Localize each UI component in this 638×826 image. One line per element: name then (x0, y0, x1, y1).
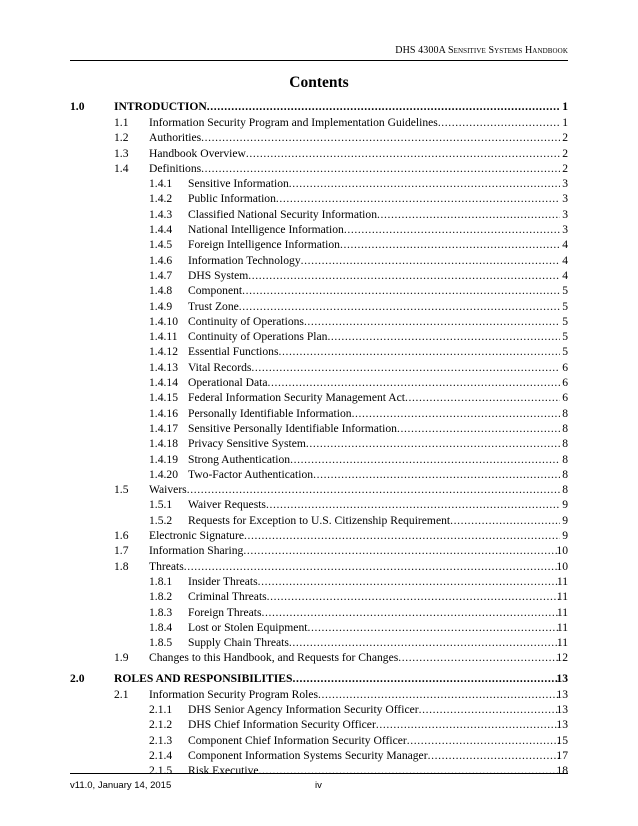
toc-entry-leader (188, 513, 560, 528)
toc-entry[interactable] (0, 620, 638, 635)
dot-leader (344, 222, 560, 237)
toc-entry-leader (114, 99, 560, 114)
toc-entry-page[interactable]: 9 (562, 498, 568, 512)
toc-entry-page[interactable]: 8 (562, 452, 568, 466)
toc-entry-number: 1.8 (114, 559, 129, 573)
toc-entry-page[interactable]: 2 (562, 161, 568, 175)
toc-entry[interactable] (0, 497, 638, 512)
toc-entry-title[interactable]: Electronic Signature (149, 529, 244, 543)
toc-entry-title[interactable]: Handbook Overview (149, 146, 246, 160)
toc-entry-number: 1.5.1 (149, 498, 173, 512)
toc-entry-title[interactable]: Threats (149, 559, 184, 573)
table-of-contents (0, 99, 638, 778)
toc-entry-page[interactable]: 13 (556, 718, 568, 732)
toc-entry-page[interactable]: 8 (562, 421, 568, 435)
toc-entry-title[interactable]: Supply Chain Threats (188, 636, 289, 650)
toc-entry[interactable] (0, 329, 638, 344)
toc-entry-title[interactable]: Information Security Program and Implementation Guidelines (149, 116, 438, 129)
toc-entry[interactable] (0, 191, 638, 206)
dot-leader (242, 283, 560, 298)
dot-leader (398, 650, 560, 665)
toc-entry-number: 1.4.12 (149, 345, 178, 359)
dot-leader (304, 314, 560, 329)
toc-entry-page[interactable]: 5 (562, 314, 568, 328)
toc-entry-leader (188, 375, 560, 390)
toc-entry[interactable] (0, 452, 638, 467)
toc-entry-number: 1.8.2 (149, 590, 173, 604)
toc-entry-page[interactable]: 8 (562, 437, 568, 451)
toc-entry-number: 2.1 (114, 687, 129, 701)
toc-entry[interactable] (0, 268, 638, 283)
toc-entry-number: 1.8.4 (149, 620, 173, 634)
toc-entry-title[interactable]: Sensitive Personally Identifiable Information (188, 421, 397, 435)
toc-entry-number: 1.6 (114, 529, 129, 543)
toc-entry-title[interactable]: Operational Data (188, 376, 268, 390)
toc-entry-leader (188, 605, 560, 620)
toc-entry-title[interactable]: Continuity of Operations (188, 314, 304, 328)
toc-entry-leader (188, 748, 560, 763)
toc-entry-title[interactable]: Component (188, 284, 243, 298)
toc-entry-number: 1.4.19 (149, 452, 178, 466)
footer-version: v11.0, January 14, 2015 (70, 780, 172, 791)
toc-entry-leader (188, 299, 560, 314)
toc-entry-leader (188, 717, 560, 732)
toc-entry-title[interactable]: Requests for Exception to U.S. Citizenship Requirement (188, 513, 451, 527)
toc-entry-page[interactable]: 2 (562, 146, 568, 160)
toc-entry-leader (149, 130, 560, 145)
dot-leader (318, 687, 560, 702)
toc-entry-leader (149, 543, 560, 558)
dot-leader (377, 207, 560, 222)
toc-entry[interactable] (0, 589, 638, 604)
toc-entry[interactable] (0, 671, 638, 687)
toc-entry-page[interactable]: 8 (562, 483, 568, 497)
toc-entry-page[interactable]: 6 (562, 391, 568, 405)
dot-leader (289, 176, 560, 191)
toc-entry-number: 1.4.4 (149, 223, 173, 237)
toc-entry-title[interactable]: Classified National Security Information (188, 207, 377, 221)
toc-entry[interactable] (0, 635, 638, 650)
toc-entry[interactable] (0, 748, 638, 763)
toc-entry[interactable] (0, 299, 638, 314)
toc-entry-title[interactable]: National Intelligence Information (188, 223, 344, 237)
toc-entry-leader (114, 671, 560, 686)
toc-entry[interactable] (0, 717, 638, 732)
toc-entry[interactable] (0, 99, 638, 115)
toc-entry-page[interactable]: 4 (562, 238, 568, 252)
dot-leader (301, 253, 560, 268)
toc-entry-page[interactable]: 10 (556, 544, 568, 558)
toc-entry[interactable] (0, 482, 638, 497)
dot-leader (258, 574, 560, 589)
toc-entry-leader (188, 176, 560, 191)
toc-entry-title[interactable]: Information Sharing (149, 544, 244, 558)
dot-leader (276, 191, 560, 206)
toc-entry-page[interactable]: 3 (562, 207, 568, 221)
dot-leader (307, 620, 560, 635)
toc-entry-leader (149, 687, 560, 702)
toc-entry-number: 1.9 (114, 651, 129, 665)
toc-entry-leader (188, 253, 560, 268)
toc-entry-page[interactable]: 11 (556, 574, 568, 588)
dot-leader (207, 99, 560, 114)
dot-leader (290, 452, 560, 467)
toc-entry-page[interactable]: 11 (556, 590, 568, 604)
dot-leader (327, 329, 560, 344)
toc-entry-leader (149, 115, 560, 130)
dot-leader (201, 130, 560, 145)
toc-entry-number: 1.4.18 (149, 437, 178, 451)
toc-entry[interactable] (0, 733, 638, 748)
toc-entry-title[interactable]: Risk Executive (188, 764, 259, 778)
dot-leader (405, 390, 560, 405)
toc-entry-page[interactable]: 13 (556, 671, 568, 685)
toc-entry-number: 1.4.8 (149, 284, 173, 298)
toc-entry-page[interactable]: 5 (562, 284, 568, 298)
toc-entry[interactable] (0, 283, 638, 298)
toc-entry-title[interactable]: Vital Records (188, 360, 252, 374)
toc-entry[interactable] (0, 161, 638, 176)
dot-leader (259, 763, 560, 778)
running-header: DHS 4300A Sensitive Systems Handbook (395, 45, 568, 56)
toc-entry[interactable] (0, 314, 638, 329)
dot-leader (246, 146, 560, 161)
toc-entry-number: 1.4.2 (149, 192, 173, 206)
toc-entry[interactable] (0, 467, 638, 482)
dot-leader (340, 237, 560, 252)
toc-entry[interactable] (0, 222, 638, 237)
toc-entry[interactable] (0, 436, 638, 451)
toc-entry-number: 2.1.4 (149, 748, 173, 762)
toc-entry-title[interactable]: Authorities (149, 131, 202, 145)
dot-leader (262, 605, 560, 620)
dot-leader (239, 299, 560, 314)
toc-entry[interactable] (0, 687, 638, 702)
toc-entry-page[interactable]: 6 (562, 376, 568, 390)
toc-entry-title[interactable]: Foreign Intelligence Information (188, 238, 340, 252)
toc-entry[interactable] (0, 702, 638, 717)
footer-page-number: iv (315, 780, 322, 791)
toc-entry[interactable] (0, 253, 638, 268)
toc-entry-leader (149, 650, 560, 665)
toc-entry-page[interactable]: 5 (562, 299, 568, 313)
toc-entry-title[interactable]: DHS System (188, 268, 249, 282)
toc-entry-leader (188, 390, 560, 405)
toc-entry-title[interactable]: Definitions (149, 161, 202, 175)
toc-entry-page[interactable]: 6 (562, 360, 568, 374)
toc-entry-page[interactable]: 17 (556, 748, 568, 762)
toc-entry-leader (188, 283, 560, 298)
toc-entry-page[interactable]: 15 (556, 733, 568, 747)
toc-entry-leader (149, 146, 560, 161)
dot-leader (428, 748, 560, 763)
toc-entry[interactable] (0, 559, 638, 574)
toc-entry-title[interactable]: Public Information (188, 192, 276, 206)
toc-entry-leader (149, 482, 560, 497)
toc-entry-number: 1.4.5 (149, 238, 173, 252)
toc-entry-title[interactable]: Information Technology (188, 253, 301, 267)
toc-entry-leader (188, 763, 560, 778)
toc-entry-page[interactable]: 4 (562, 253, 568, 267)
dot-leader (251, 360, 560, 375)
toc-entry-page[interactable]: 18 (556, 764, 568, 778)
dot-leader (279, 344, 561, 359)
toc-entry-number: 1.8.5 (149, 636, 173, 650)
toc-entry-number: 1.4.16 (149, 406, 178, 420)
toc-entry[interactable] (0, 528, 638, 543)
toc-entry-page[interactable]: 11 (556, 605, 568, 619)
toc-entry-title[interactable]: Trust Zone (188, 299, 239, 313)
toc-entry-title[interactable]: Component Information Systems Security Manager (188, 748, 428, 762)
toc-entry-title[interactable]: Personally Identifiable Information (188, 406, 352, 420)
toc-entry-number: 1.2 (114, 131, 129, 145)
toc-entry-leader (188, 589, 560, 604)
dot-leader (267, 589, 560, 604)
toc-entry-number: 2.1.2 (149, 718, 173, 732)
toc-entry-page[interactable]: 8 (562, 467, 568, 481)
footer-rule (70, 773, 568, 774)
dot-leader (187, 482, 560, 497)
toc-entry-title[interactable]: DHS Senior Agency Information Security Officer (188, 702, 419, 716)
toc-entry-title[interactable]: Lost or Stolen Equipment (188, 620, 308, 634)
toc-entry-leader (188, 574, 560, 589)
toc-entry-leader (188, 467, 560, 482)
toc-entry-title[interactable]: Component Chief Information Security Officer (188, 733, 407, 747)
toc-entry-title[interactable]: Information Security Program Roles (149, 687, 319, 701)
toc-entry-number: 2.1.5 (149, 764, 173, 778)
toc-entry-number: 1.4.14 (149, 376, 178, 390)
toc-entry-number: 1.4.9 (149, 299, 173, 313)
toc-entry-leader (188, 733, 560, 748)
toc-entry-leader (188, 237, 560, 252)
toc-entry-page[interactable]: 3 (562, 223, 568, 237)
dot-leader (268, 375, 560, 390)
toc-entry-page[interactable]: 5 (562, 330, 568, 344)
dot-leader (248, 268, 560, 283)
toc-entry-page[interactable]: 3 (562, 177, 568, 191)
toc-entry-page[interactable]: 10 (556, 559, 568, 573)
toc-entry-number: 1.3 (114, 146, 129, 160)
toc-entry-leader (188, 329, 560, 344)
toc-entry-title[interactable]: Criminal Threats (188, 590, 267, 604)
toc-entry-page[interactable]: 8 (562, 406, 568, 420)
toc-entry[interactable] (0, 421, 638, 436)
toc-entry-leader (188, 620, 560, 635)
toc-entry[interactable] (0, 763, 638, 778)
dot-leader (450, 513, 560, 528)
toc-entry-leader (188, 268, 560, 283)
toc-entry[interactable] (0, 406, 638, 421)
dot-leader (243, 543, 560, 558)
toc-entry-number: 1.4 (114, 161, 129, 175)
toc-entry-number: 1.4.10 (149, 314, 178, 328)
toc-entry-title[interactable]: Continuity of Operations Plan (188, 330, 328, 344)
toc-entry[interactable] (0, 650, 638, 665)
toc-entry-page[interactable]: 1 (562, 100, 568, 113)
toc-entry-page[interactable]: 2 (562, 131, 568, 145)
toc-entry-number: 1.4.17 (149, 421, 178, 435)
toc-entry-leader (149, 528, 560, 543)
dot-leader (419, 702, 560, 717)
toc-entry[interactable] (0, 574, 638, 589)
toc-entry-number: 1.8.1 (149, 574, 173, 588)
toc-entry-page[interactable]: 11 (556, 636, 568, 650)
toc-entry-number: 1.4.13 (149, 360, 178, 374)
dot-leader (313, 467, 560, 482)
toc-entry-title[interactable]: Sensitive Information (188, 177, 289, 191)
toc-entry[interactable] (0, 390, 638, 405)
toc-entry-number: 1.4.7 (149, 268, 173, 282)
dot-leader (289, 635, 560, 650)
dot-leader (244, 528, 560, 543)
dot-leader (438, 115, 560, 130)
toc-entry[interactable] (0, 360, 638, 375)
toc-entry-leader (188, 344, 560, 359)
toc-entry-number: 1.4.1 (149, 177, 173, 191)
dot-leader (397, 421, 560, 436)
toc-entry-number: 1.8.3 (149, 605, 173, 619)
toc-entry-leader (188, 421, 560, 436)
toc-entry-title[interactable]: Foreign Threats (188, 605, 262, 619)
toc-entry-title[interactable]: Changes to this Handbook, and Requests for Changes (149, 651, 399, 665)
toc-entry-number: 1.4.20 (149, 467, 178, 481)
toc-entry-number: 1.1 (114, 116, 129, 129)
toc-entry-title[interactable]: Waivers (149, 483, 187, 497)
toc-entry-number: 1.5 (114, 483, 129, 497)
toc-entry-title[interactable]: Essential Functions (188, 345, 279, 359)
toc-entry[interactable] (0, 513, 638, 528)
dot-leader (306, 436, 560, 451)
toc-entry-leader (188, 452, 560, 467)
toc-entry-page[interactable]: 3 (562, 192, 568, 206)
toc-entry-page[interactable]: 12 (556, 651, 568, 665)
toc-entry-number: 1.4.6 (149, 253, 173, 267)
toc-entry-number: 1.0 (70, 100, 85, 113)
dot-leader (292, 671, 560, 686)
header-rule (70, 60, 568, 61)
toc-entry-leader (149, 559, 560, 574)
toc-entry-number: 2.1.3 (149, 733, 173, 747)
toc-entry-page[interactable]: 11 (556, 620, 568, 634)
toc-entry[interactable] (0, 176, 638, 191)
toc-entry-number: 1.5.2 (149, 513, 173, 527)
toc-entry-leader (188, 314, 560, 329)
toc-entry-leader (188, 207, 560, 222)
toc-entry-page[interactable]: 9 (562, 513, 568, 527)
toc-entry-page[interactable]: 13 (556, 687, 568, 701)
toc-entry-leader (188, 702, 560, 717)
toc-entry-number: 1.4.15 (149, 391, 178, 405)
toc-entry-title[interactable]: ROLES AND RESPONSIBILITIES (114, 671, 293, 685)
dot-leader (352, 406, 560, 421)
toc-entry-leader (188, 635, 560, 650)
toc-entry-number: 2.1.1 (149, 702, 173, 716)
toc-entry[interactable] (0, 344, 638, 359)
toc-entry-title[interactable]: INTRODUCTION (114, 100, 207, 113)
toc-entry-leader (188, 191, 560, 206)
toc-entry-title[interactable]: Privacy Sensitive System (188, 437, 306, 451)
toc-entry-leader (188, 360, 560, 375)
toc-entry[interactable] (0, 207, 638, 222)
toc-entry[interactable] (0, 130, 638, 145)
toc-entry-leader (188, 222, 560, 237)
toc-entry-title[interactable]: Two-Factor Authentication (188, 467, 314, 481)
dot-leader (266, 497, 560, 512)
toc-entry-title[interactable]: DHS Chief Information Security Officer (188, 718, 376, 732)
toc-entry-page[interactable]: 4 (562, 268, 568, 282)
toc-entry-page[interactable]: 13 (556, 702, 568, 716)
dot-leader (376, 717, 560, 732)
toc-entry-page[interactable]: 9 (562, 529, 568, 543)
toc-entry[interactable] (0, 605, 638, 620)
toc-entry-leader (188, 406, 560, 421)
toc-entry-number: 2.0 (70, 671, 85, 685)
toc-entry-leader (149, 161, 560, 176)
toc-entry-page[interactable]: 1 (562, 116, 568, 129)
toc-entry-title[interactable]: Strong Authentication (188, 452, 291, 466)
dot-leader (184, 559, 560, 574)
toc-entry-number: 1.4.3 (149, 207, 173, 221)
toc-entry-leader (188, 497, 560, 512)
toc-entry-title[interactable]: Waiver Requests (188, 498, 266, 512)
toc-entry-page[interactable]: 5 (562, 345, 568, 359)
dot-leader (201, 161, 560, 176)
toc-entry[interactable] (0, 115, 638, 130)
toc-entry-leader (188, 436, 560, 451)
toc-entry-number: 1.4.11 (149, 330, 178, 344)
toc-entry[interactable] (0, 543, 638, 558)
dot-leader (407, 733, 560, 748)
toc-entry[interactable] (0, 237, 638, 252)
toc-entry-title[interactable]: Federal Information Security Management Act (188, 391, 405, 405)
toc-entry[interactable] (0, 375, 638, 390)
page-title: Contents (289, 74, 349, 91)
toc-entry-number: 1.7 (114, 544, 129, 558)
toc-entry-title[interactable]: Insider Threats (188, 574, 258, 588)
toc-entry[interactable] (0, 146, 638, 161)
